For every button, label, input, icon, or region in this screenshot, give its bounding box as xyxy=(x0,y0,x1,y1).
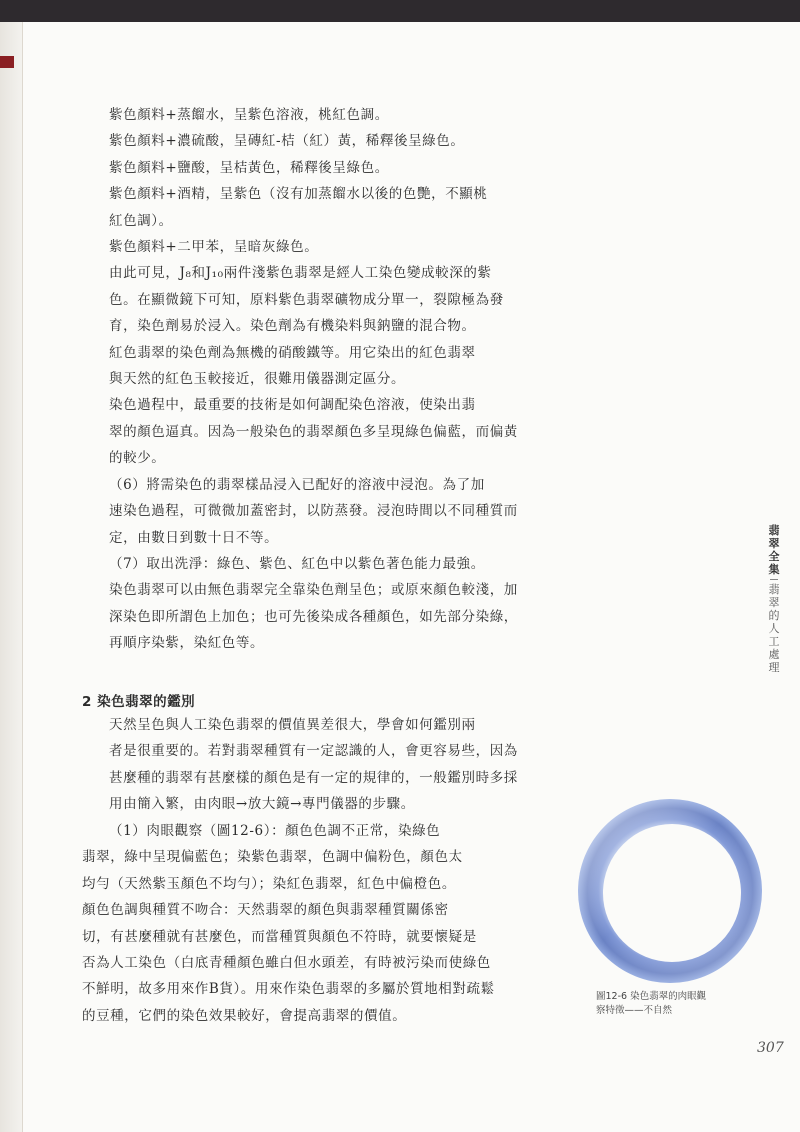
side-section-char: 人 xyxy=(768,622,780,635)
text-line: 色。在顯微鏡下可知，原料紫色翡翠礦物成分單一，裂隙極為發 xyxy=(109,291,504,308)
figure-caption xyxy=(596,990,746,1018)
body-text-observe xyxy=(82,818,532,1029)
text-line: 顏色色調與種質不吻合：天然翡翠的顏色與翡翠種質關係密 xyxy=(82,902,449,919)
paragraph xyxy=(82,234,578,260)
text-line: 紅色調）。 xyxy=(109,212,173,229)
text-line: 翡翠，綠中呈現偏藍色；染紫色翡翠，色調中偏粉色，顏色太 xyxy=(82,849,463,866)
paragraph xyxy=(82,712,578,818)
side-section-char: 翡 xyxy=(768,583,780,596)
paragraph xyxy=(82,472,578,551)
text-line: （6）將需染色的翡翠樣品浸入已配好的溶液中浸泡。為了加 xyxy=(109,476,485,493)
paragraph xyxy=(82,260,578,339)
text-line: 紫色顏料+蒸餾水，呈紫色溶液，桃紅色調。 xyxy=(109,107,389,123)
book-spine xyxy=(0,22,22,1132)
text-line: 均勻（天然紫玉顏色不均勻）；染紅色翡翠，紅色中偏橙色。 xyxy=(82,875,456,892)
text-line: 否為人工染色（白底青種顏色雖白但水頭差，有時被污染而使綠色 xyxy=(82,955,491,972)
text-line: 紫色顏料+二甲苯，呈暗灰綠色。 xyxy=(109,239,319,256)
text-line: 紫色顏料+濃硫酸，呈磚紅-桔（紅）黃，稀釋後呈綠色。 xyxy=(109,133,465,150)
text-line: 深染色即所謂色上加色；也可先後染成各種顏色，如先部分染綠， xyxy=(109,608,518,625)
paragraph xyxy=(82,340,578,393)
paragraph xyxy=(82,181,578,234)
text-line: 不鮮明，故多用來作B貨）。用來作染色翡翠的多屬於質地相對疏鬆 xyxy=(82,981,495,998)
side-title-char: 翡 xyxy=(768,524,780,537)
text-line: 紫色顏料+鹽酸，呈桔黃色，稀釋後呈綠色。 xyxy=(109,159,389,176)
page-number: 307 xyxy=(757,1040,784,1056)
text-line: 染色過程中，最重要的技術是如何調配染色溶液，使染出翡 xyxy=(109,397,476,414)
text-line: 由此可見，J₈和J₁₀兩件淺紫色翡翠是經人工染色變成較深的紫 xyxy=(109,265,492,282)
paragraph xyxy=(82,155,578,181)
text-line: 紅色翡翠的染色劑為無機的硝酸鐵等。用它染出的紅色翡翠 xyxy=(109,344,476,361)
side-title-char: 集 xyxy=(768,563,780,576)
text-line: 的較少。 xyxy=(109,450,166,467)
spine-mark xyxy=(0,56,14,68)
paragraph xyxy=(82,818,532,1029)
text-line: 定，由數日到數十日不等。 xyxy=(109,529,279,546)
bangle-photo xyxy=(575,795,765,985)
side-section-char: 的 xyxy=(768,609,780,622)
paragraph xyxy=(82,392,578,471)
text-line: 天然呈色與人工染色翡翠的價值異差很大，學會如何鑑別兩 xyxy=(109,717,476,733)
paragraph xyxy=(82,128,578,154)
text-line: 再順序染紫，染紅色等。 xyxy=(109,635,265,652)
section-heading: 2 染色翡翠的鑑別 xyxy=(82,694,196,710)
text-line: 甚麼種的翡翠有甚麼樣的顏色是有一定的規律的，一般鑑別時多採 xyxy=(109,769,518,786)
paragraph xyxy=(82,551,578,657)
side-title-char: 翠 xyxy=(768,537,780,550)
bangle-hole xyxy=(603,824,741,962)
side-section-char: 翠 xyxy=(768,596,780,609)
paragraph xyxy=(82,102,578,128)
caption-line: 察特徵——不自然 xyxy=(596,1005,673,1016)
text-line: 育，染色劑易於浸入。染色劑為有機染料與鈉鹽的混合物。 xyxy=(109,318,476,335)
body-text-identify xyxy=(82,712,578,818)
side-section-char: 理 xyxy=(768,661,780,674)
caption-line: 圖12-6 染色翡翠的肉眼觀 xyxy=(596,991,707,1002)
text-line: （7）取出洗淨：綠色、紫色、紅色中以紫色著色能力最強。 xyxy=(109,555,485,572)
side-title-char: 全 xyxy=(768,550,780,563)
text-line: 翠的顏色逼真。因為一般染色的翡翠顏色多呈現綠色偏藍，而偏黃 xyxy=(109,423,518,440)
text-line: 切，有甚麼種就有甚麼色，而當種質與顏色不符時，就要懷疑是 xyxy=(82,928,477,945)
text-line: 速染色過程，可微微加蓋密封，以防蒸發。浸泡時間以不同種質而 xyxy=(109,503,518,520)
text-line: 者是很重要的。若對翡翠種質有一定認識的人，會更容易些，因為 xyxy=(109,743,518,760)
side-section-char: 工 xyxy=(768,635,780,648)
text-line: 的豆種，它們的染色效果較好，會提高翡翠的價值。 xyxy=(82,1007,407,1024)
text-line: 染色翡翠可以由無色翡翠完全靠染色劑呈色；或原來顏色較淺，加 xyxy=(109,582,518,599)
jade-bangle-image xyxy=(575,795,765,985)
text-line: 與天然的紅色玉較接近，很難用儀器測定區分。 xyxy=(109,371,406,388)
body-text-top xyxy=(82,102,578,657)
top-scan-strip xyxy=(0,0,800,22)
text-line: 用由簡入繁，由肉眼→放大鏡→專門儀器的步驟。 xyxy=(109,796,415,813)
running-side-title xyxy=(764,524,784,674)
side-section-char: 處 xyxy=(768,648,780,661)
side-title-divider xyxy=(770,579,778,580)
text-line: （1）肉眼觀察（圖12-6）：顏色色調不正常，染綠色 xyxy=(109,823,441,839)
text-line: 紫色顏料+酒精，呈紫色（沒有加蒸餾水以後的色艷，不顯桃 xyxy=(109,186,488,203)
